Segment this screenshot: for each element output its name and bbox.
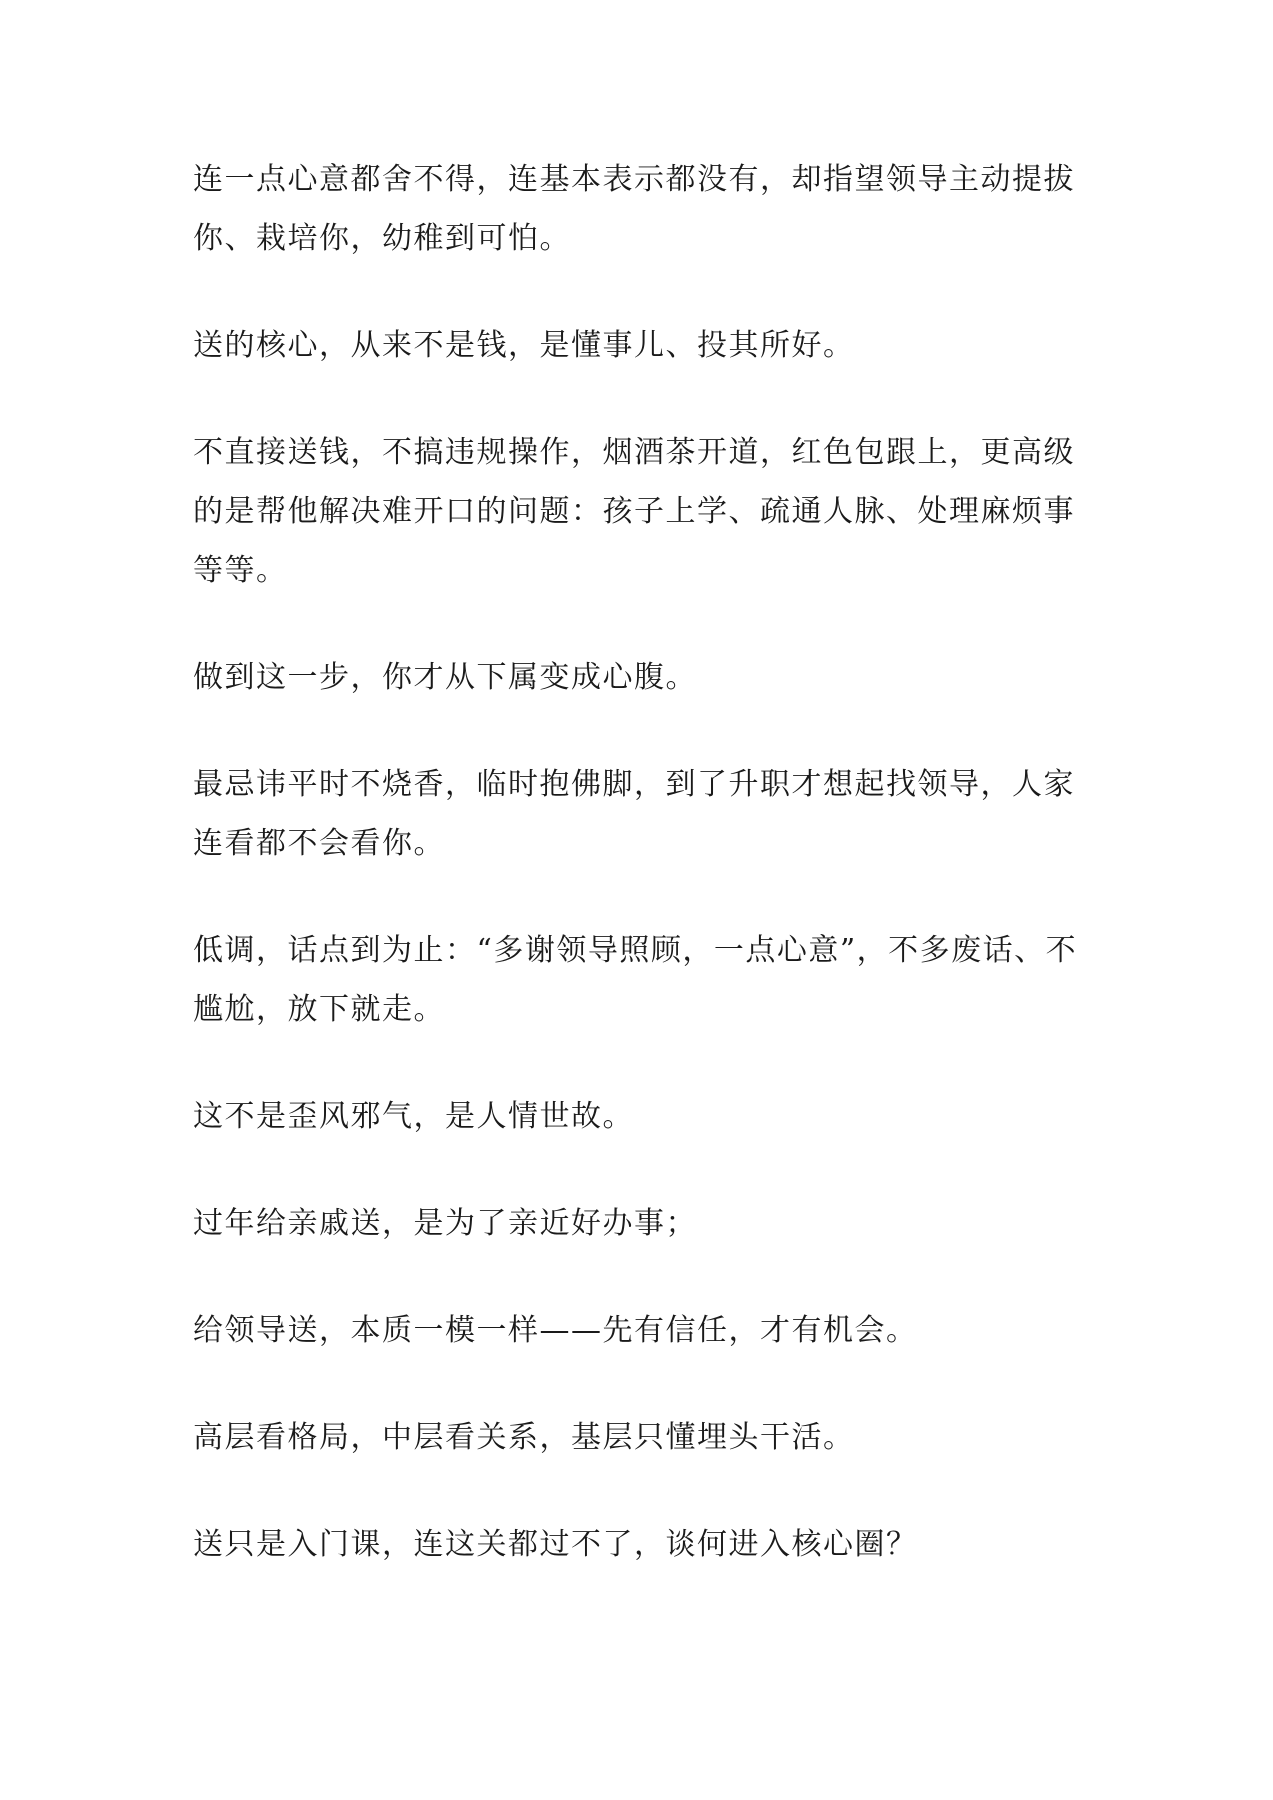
paragraph: 低调，话点到为止：“多谢领导照顾，一点心意”，不多废话、不尴尬，放下就走。 <box>193 933 1078 1027</box>
document-body <box>193 150 1083 1622</box>
paragraph: 高层看格局，中层看关系，基层只懂埋头干活。 <box>193 1420 855 1455</box>
paragraph: 连一点心意都舍不得，连基本表示都没有，却指望领导主动提拔你、栽培你，幼稚到可怕。 <box>193 162 1075 256</box>
paragraph: 送的核心，从来不是钱，是懂事儿、投其所好。 <box>193 328 855 363</box>
paragraph: 过年给亲戚送，是为了亲近好办事； <box>193 1206 697 1241</box>
paragraph: 送只是入门课，连这关都过不了，谈何进入核心圈？ <box>193 1527 918 1562</box>
paragraph: 最忌讳平时不烧香，临时抱佛脚，到了升职才想起找领导，人家连看都不会看你。 <box>193 767 1075 861</box>
paragraph: 给领导送，本质一模一样——先有信任，才有机会。 <box>193 1313 918 1348</box>
paragraph: 做到这一步，你才从下属变成心腹。 <box>193 660 697 695</box>
paragraph: 这不是歪风邪气，是人情世故。 <box>193 1099 634 1134</box>
paragraph: 不直接送钱，不搞违规操作，烟酒茶开道，红色包跟上，更高级的是帮他解决难开口的问题：孩子上学、疏通人脉、处理麻烦事等等。 <box>193 435 1075 588</box>
